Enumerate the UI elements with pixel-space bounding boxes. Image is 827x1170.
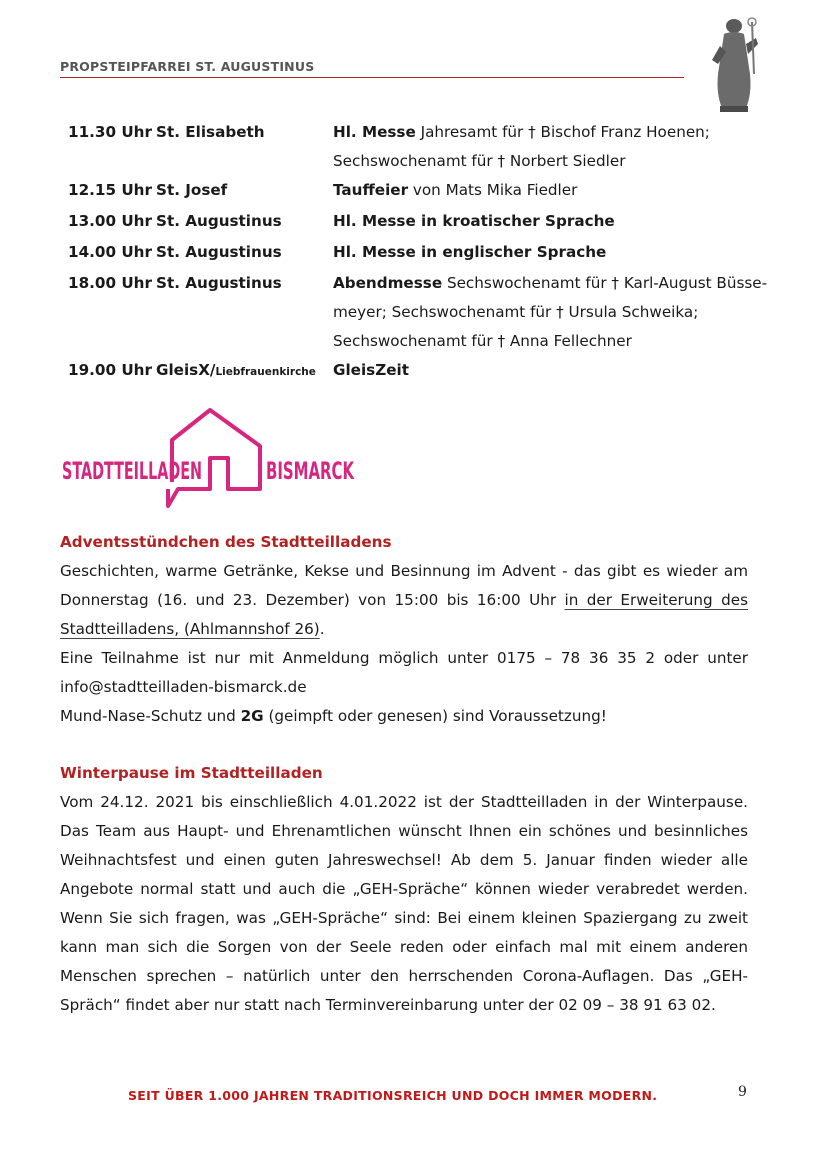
schedule-description: Hl. Messe in kroatischer Sprache	[333, 212, 615, 230]
schedule-place: St. Augustinus	[156, 212, 282, 230]
schedule-place: St. Augustinus	[156, 274, 282, 292]
schedule-description: Tauffeier von Mats Mika Fiedler	[333, 181, 578, 199]
parish-title: PROPSTEIPFARREI ST. AUGUSTINUS	[60, 59, 315, 74]
schedule-row	[68, 118, 768, 176]
schedule-place: GleisX/Liebfrauenkirche	[156, 361, 316, 379]
location-link: in der Erweiterung des Stadtteilladens, (Ahlmannshof 26)	[60, 591, 748, 638]
logo-left-text: STADTTEILLADEN	[62, 457, 202, 485]
schedule-place: St. Josef	[156, 181, 228, 199]
advent-paragraph-3: Mund-Nase-Schutz und 2G (geimpft oder genesen) sind Voraussetzung!	[60, 707, 607, 725]
schedule-time: 13.00 Uhr	[68, 212, 152, 230]
page-number: 9	[738, 1084, 747, 1100]
logo-right-text: BISMARCK	[266, 457, 355, 485]
schedule-place: St. Elisabeth	[156, 123, 265, 141]
footer-slogan: SEIT ÜBER 1.000 JAHREN TRADITIONSREICH UND DOCH IMMER MODERN.	[128, 1088, 658, 1103]
advent-paragraph-2: Eine Teilnahme ist nur mit Anmeldung möglich unter 0175 – 78 36 35 2 oder unter info@stadtteilladen-bismarck.de	[60, 649, 748, 696]
schedule-row	[68, 269, 768, 356]
mass-schedule	[68, 118, 768, 387]
advent-section	[60, 528, 748, 731]
advent-heading: Adventsstündchen des Stadtteilladens	[60, 533, 392, 551]
winter-section	[60, 759, 748, 1020]
saint-statue-icon	[706, 14, 762, 114]
winter-paragraph: Vom 24.12. 2021 bis einschließlich 4.01.2022 ist der Stadtteilladen in der Winterpause. Das Team aus Haupt- und Ehrenamtlichen wünscht Ihnen ein schönes und besinnliches Weihnachtsfest und einen guten Jahreswechsel! Ab dem 5. Januar finden wieder alle Angebote normal statt und auch die „GEH-Spräche“ können wieder verabredet werden. Wenn Sie sich fragen, was „GEH-Spräche“ sind: Bei einem kleinen Spaziergang zu zweit kann man sich die Sorgen von der Seele reden oder einfach mal mit einem anderen Menschen sprechen – natürlich unter den herrschenden Corona-Auflagen. Das „GEH-Spräch“ findet aber nur statt nach Terminvereinbarung unter der 02 09 – 38 91 63 02.	[60, 793, 748, 1014]
schedule-row	[68, 356, 768, 387]
schedule-description: Hl. Messe Jahresamt für † Bischof Franz Hoenen; Sechswochenamt für † Norbert Siedler	[333, 123, 710, 170]
schedule-description: GleisZeit	[333, 361, 409, 379]
schedule-row	[68, 238, 768, 269]
advent-paragraph-1: Geschichten, warme Getränke, Kekse und Besinnung im Advent - das gibt es wieder am Donnerstag (16. und 23. Dezember) von 15:00 bis 16:00 Uhr in der Erweiterung des Stadtteilladens, (Ahlmannshof 26).	[60, 562, 748, 638]
schedule-time: 18.00 Uhr	[68, 274, 152, 292]
schedule-row	[68, 207, 768, 238]
schedule-description: Abendmesse Sechswochenamt für † Karl-August Büsse- meyer; Sechswochenamt für † Ursula Schweika; Sechswochenamt für † Anna Fellechner	[333, 274, 768, 350]
stadtteilladen-logo	[60, 404, 360, 514]
winter-heading: Winterpause im Stadtteilladen	[60, 764, 323, 782]
schedule-time: 14.00 Uhr	[68, 243, 152, 261]
schedule-description: Hl. Messe in englischer Sprache	[333, 243, 607, 261]
schedule-time: 19.00 Uhr	[68, 361, 152, 379]
page-header	[60, 56, 684, 78]
schedule-place: St. Augustinus	[156, 243, 282, 261]
schedule-time: 12.15 Uhr	[68, 181, 152, 199]
schedule-time: 11.30 Uhr	[68, 123, 152, 141]
schedule-row	[68, 176, 768, 207]
